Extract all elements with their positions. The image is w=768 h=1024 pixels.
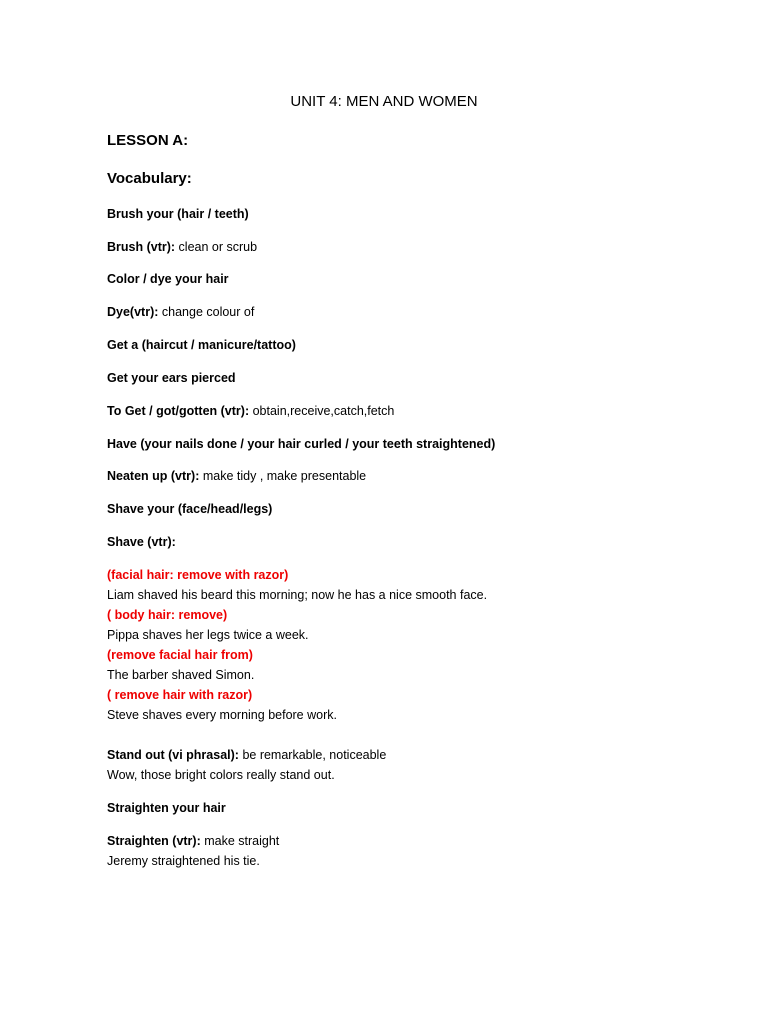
vocab-color-dye: Color / dye your hair [107,272,229,286]
vocab-get-ears-pierced: Get your ears pierced [107,371,236,385]
shave-sense-3: (remove facial hair from) [107,648,253,662]
vocab-dye-definition [107,304,254,320]
vocab-get-a: Get a (haircut / manicure/tattoo) [107,338,296,352]
vocab-straighten-your: Straighten your hair [107,801,226,815]
term: Dye(vtr): [107,305,159,319]
definition: be remarkable, noticeable [242,748,387,762]
definition: make tidy , make presentable [202,469,367,483]
vocab-straighten-definition [107,833,279,849]
vocab-standout-definition [107,747,386,763]
shave-example-3: The barber shaved Simon. [107,668,255,682]
definition: make straight [204,834,280,848]
shave-example-2: Pippa shaves her legs twice a week. [107,628,309,642]
vocab-shave-your: Shave your (face/head/legs) [107,502,273,516]
vocab-brush-your: Brush your (hair / teeth) [107,207,249,221]
shave-example-1: Liam shaved his beard this morning; now he has a nice smooth face. [107,588,488,602]
shave-sense-2: ( body hair: remove) [107,608,228,622]
vocab-neaten-definition [107,468,366,484]
term: Brush (vtr): [107,240,176,254]
straighten-example: Jeremy straightened his tie. [107,854,260,868]
definition: obtain,receive,catch,fetch [252,404,395,418]
definition: change colour of [161,305,255,319]
vocab-have: Have (your nails done / your hair curled / your teeth straightened) [107,437,496,451]
page-title: UNIT 4: MEN AND WOMEN [290,93,478,110]
term: Stand out (vi phrasal): [107,748,239,762]
section-heading: Vocabulary: [107,170,192,187]
shave-example-4: Steve shaves every morning before work. [107,708,337,722]
shave-sense-4: ( remove hair with razor) [107,688,253,702]
vocab-brush-definition [107,239,257,255]
shave-sense-1: (facial hair: remove with razor) [107,568,289,582]
term: To Get / got/gotten (vtr): [107,404,250,418]
standout-example: Wow, those bright colors really stand out. [107,768,335,782]
vocab-to-get-definition [107,403,394,419]
vocab-shave-term: Shave (vtr): [107,535,176,549]
term: Straighten (vtr): [107,834,201,848]
lesson-heading: LESSON A: [107,132,189,149]
term: Neaten up (vtr): [107,469,200,483]
definition: clean or scrub [178,240,258,254]
